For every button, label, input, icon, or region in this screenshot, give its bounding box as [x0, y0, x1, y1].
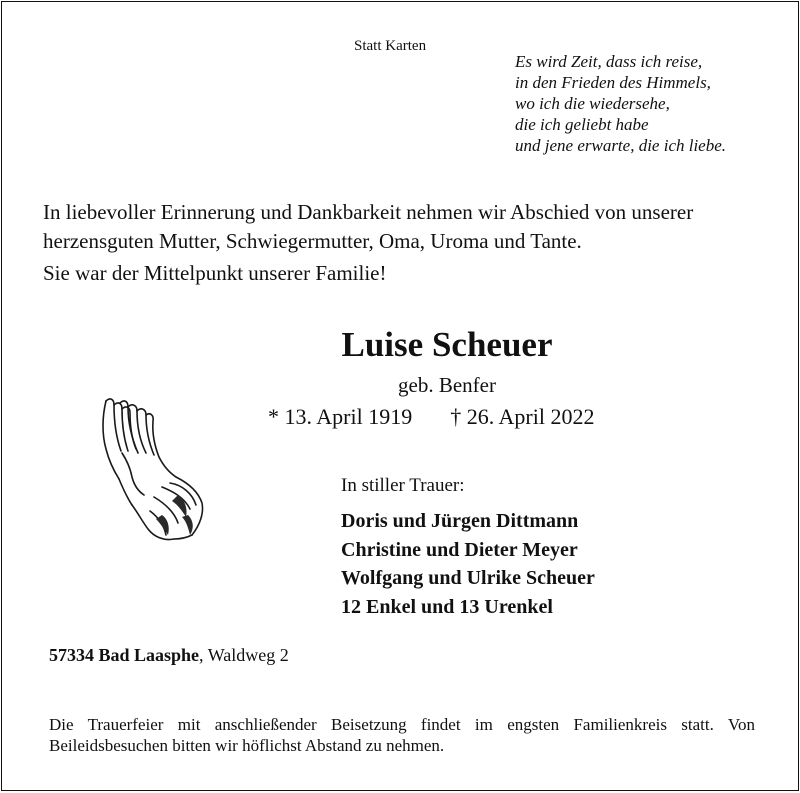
praying-hands-icon — [92, 387, 212, 547]
deceased-name: Luise Scheuer — [341, 325, 553, 364]
poem — [515, 51, 726, 156]
mourning-heading: In stiller Trauer: — [341, 475, 465, 496]
maiden-name: geb. Benfer — [398, 373, 496, 397]
intro-line: In liebevoller Erinnerung und Dankbarkeit nehmen wir Abschied von unserer — [43, 200, 694, 224]
list-item: Christine und Dieter Meyer — [341, 538, 578, 561]
family-center-text: Sie war der Mittelpunkt unserer Familie! — [43, 261, 387, 285]
obituary-notice — [1, 1, 799, 791]
poem-line: die ich geliebt habe — [515, 115, 649, 134]
statt-karten-label: Statt Karten — [354, 38, 427, 54]
intro-text — [43, 198, 693, 256]
list-item: Doris und Jürgen Dittmann — [341, 510, 579, 532]
address-street: , Waldweg 2 — [199, 645, 289, 665]
birth-date: * 13. April 1919 — [268, 404, 413, 429]
poem-line: und jene erwarte, die ich liebe. — [515, 136, 727, 155]
poem-line: wo ich die wiedersehe, — [515, 94, 670, 113]
life-dates — [268, 404, 594, 430]
list-item: Wolfgang und Ulrike Scheuer — [341, 567, 595, 589]
intro-line: herzensguten Mutter, Schwiegermutter, Oma, Uroma und Tante. — [43, 229, 582, 253]
address-place: 57334 Bad Laasphe — [49, 645, 200, 665]
death-date: † 26. April 2022 — [450, 404, 595, 429]
address — [49, 645, 289, 666]
list-item: 12 Enkel und 13 Urenkel — [341, 595, 553, 618]
funeral-notice: Die Trauerfeier mit anschließender Beisetzung findet im engsten Familienkreis statt. Von Beileidsbesuchen bitten wir höflichst Abstand zu nehmen. — [49, 715, 755, 755]
mourners-list — [341, 507, 595, 621]
poem-line: Es wird Zeit, dass ich reise, — [515, 52, 703, 71]
poem-line: in den Frieden des Himmels, — [515, 73, 711, 92]
